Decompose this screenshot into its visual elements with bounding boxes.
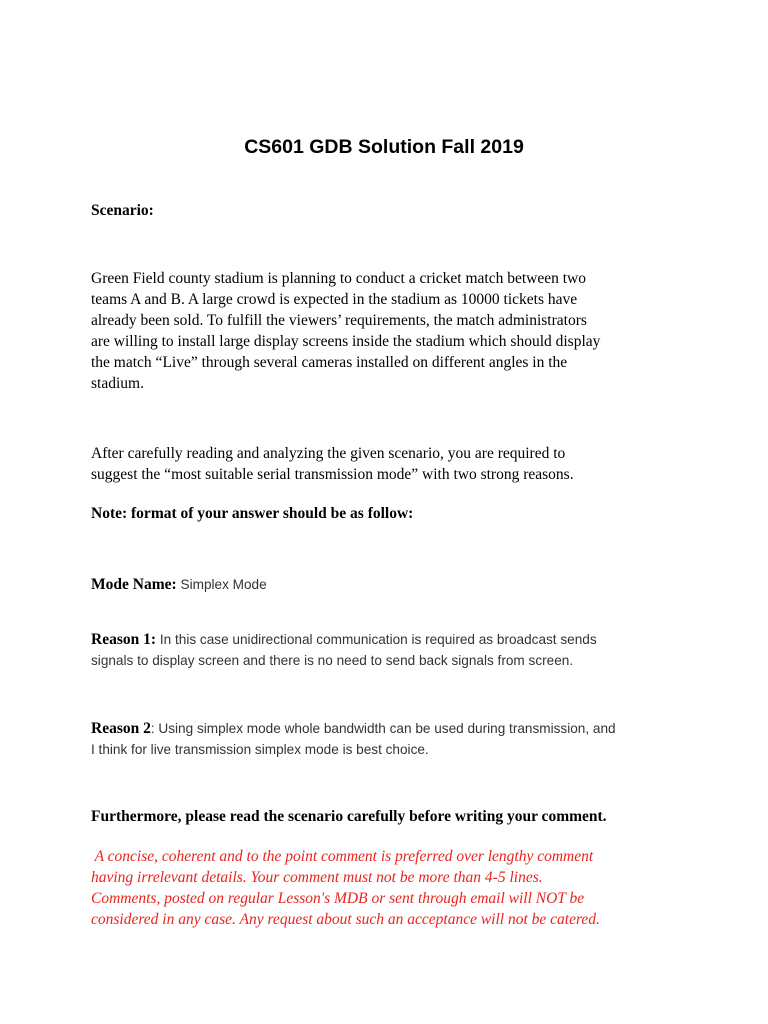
warning-note [91,846,691,930]
task-line: After carefully reading and analyzing the given scenario, you are required to [91,445,566,462]
reason-1-line: signals to display screen and there is no need to send back signals from screen. [91,653,574,668]
scenario-line: stadium. [91,375,144,392]
reason-1 [91,629,691,671]
reason-2-label: Reason 2 [91,720,151,737]
reason-2-line: I think for live transmission simplex mode is best choice. [91,742,429,757]
reason-2 [91,718,691,760]
task-paragraph [91,443,691,485]
warning-line: having irrelevant details. Your comment must not be more than 4-5 lines. [91,869,543,886]
format-note: Note: format of your answer should be as follow: [91,505,414,522]
scenario-heading: Scenario: [91,202,154,219]
reason-1-line: In this case unidirectional communication is required as broadcast sends [159,632,597,647]
mode-name-value: Simplex Mode [180,577,267,592]
scenario-line: Green Field county stadium is planning to conduct a cricket match between two [91,270,587,287]
mode-name-row [91,574,691,595]
warning-line: Comments, posted on regular Lesson's MDB or sent through email will NOT be [91,890,585,907]
warning-line: considered in any case. Any request about such an acceptance will not be catered. [91,911,600,928]
document-title: CS601 GDB Solution Fall 2019 [244,136,524,158]
scenario-line: are willing to install large display screens inside the stadium which should display [91,333,601,350]
reason-1-label: Reason 1: [91,631,160,648]
warning-line: A concise, coherent and to the point comment is preferred over lengthy comment [91,848,594,865]
furthermore-note: Furthermore, please read the scenario carefully before writing your comment. [91,808,607,825]
scenario-line: already been sold. To fulfill the viewers’ requirements, the match administrators [91,312,587,329]
task-line: suggest the “most suitable serial transmission mode” with two strong reasons. [91,466,574,483]
scenario-paragraph [91,268,691,394]
scenario-line: teams A and B. A large crowd is expected in the stadium as 10000 tickets have [91,291,578,308]
mode-name-label: Mode Name: [91,576,181,593]
reason-2-line: : Using simplex mode whole bandwidth can be used during transmission, and [150,721,616,736]
scenario-line: the match “Live” through several cameras installed on different angles in the [91,354,568,371]
